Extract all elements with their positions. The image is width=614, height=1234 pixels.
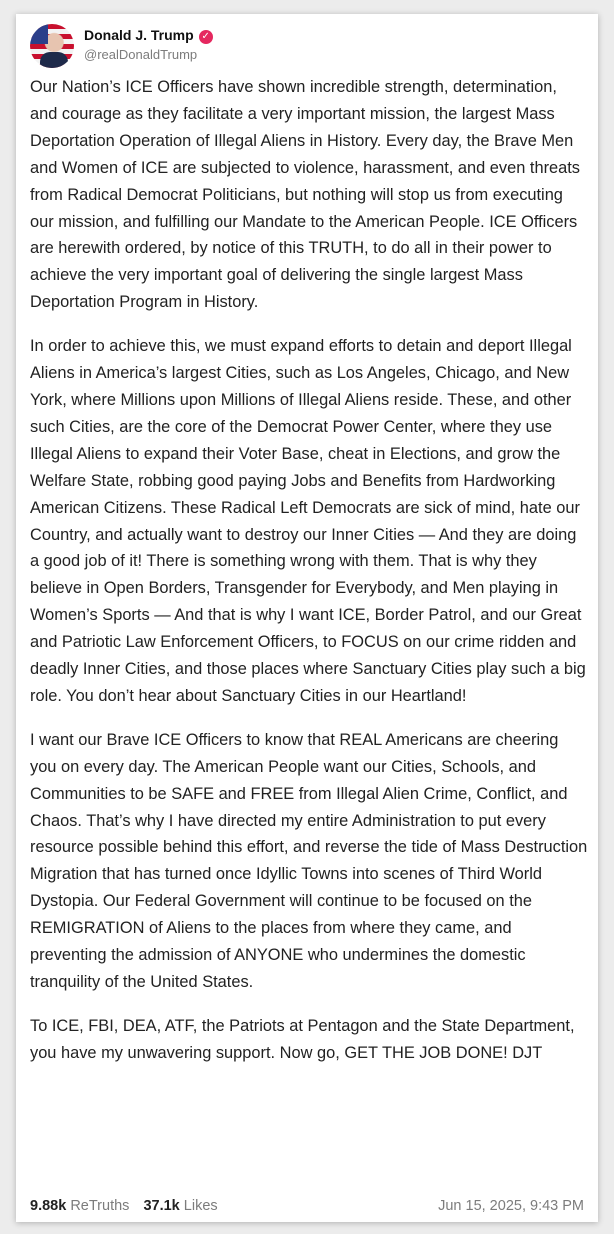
post-timestamp[interactable]: Jun 15, 2025, 9:43 PM: [438, 1198, 584, 1214]
avatar-figure: [40, 52, 68, 68]
post-card: [16, 14, 598, 1222]
author-handle[interactable]: @realDonaldTrump: [84, 47, 198, 62]
post-paragraph: To ICE, FBI, DEA, ATF, the Patriots at Pentagon and the State Department, you have my unwavering support. Now go, GET THE JOB DONE! DJT: [30, 1016, 575, 1062]
likes-count: 37.1k: [143, 1198, 180, 1214]
likes-stat[interactable]: [143, 1198, 217, 1214]
avatar[interactable]: [30, 24, 74, 68]
verified-badge-icon: ✓: [199, 30, 213, 44]
post-footer: [30, 1198, 584, 1214]
post-paragraph: I want our Brave ICE Officers to know that REAL Americans are cheering you on every day. The American People want our Cities, Schools, and Communities to be SAFE and FREE from Illegal Alien Crime, Conflict, and Chaos. That’s why I have directed my entire Administration to put every resource possible behind this effort, and reverse the tide of Mass Destruction Migration that has turned once Idyllic Towns into scenes of Third World Dystopia. Our Federal Government will continue to be focused on the REMIGRATION of Aliens to the places from where they came, and preventing the admission of ANYONE who undermines the domestic tranquility of the United States.: [30, 730, 588, 991]
post-paragraph: Our Nation’s ICE Officers have shown incredible strength, determination, and courage as they facilitate a very important mission, the largest Mass Deportation Operation of Illegal Aliens in History. Every day, the Brave Men and Women of ICE are subjected to violence, harassment, and even threats from Radical Democrat Politicians, but nothing will stop us from executing our mission, and fulfilling our Mandate to the American People. ICE Officers are herewith ordered, by notice of this TRUTH, to do all in their power to achieve the very important goal of delivering the single largest Mass Deportation Program in History.: [30, 78, 581, 312]
retruths-label: ReTruths: [70, 1198, 130, 1214]
flag-canton: [30, 24, 48, 44]
likes-label: Likes: [183, 1198, 218, 1214]
post-body: [30, 74, 588, 1084]
author-name-row[interactable]: [84, 27, 213, 44]
post-paragraph: In order to achieve this, we must expand efforts to detain and deport Illegal Aliens in America’s largest Cities, such as Los Angeles, Chicago, and New York, where Millions upon Millions of Illegal Aliens reside. These, and other such Cities, are the core of the Democrat Power Center, where they use Illegal Aliens to expand their Voter Base, cheat in Elections, and grow the Welfare State, robbing good paying Jobs and Benefits from Hardworking American Citizens. These Radical Left Democrats are sick of mind, hate our Country, and actually want to destroy our Inner Cities — And they are doing a good job of it! There is something wrong with them. That is why they believe in Open Borders, Transgender for Everybody, and Men playing in Women’s Sports — And that is why I want ICE, Border Patrol, and our Great and Patriotic Law Enforcement Officers, to FOCUS on our crime ridden and deadly Inner Cities, and those places where Sanctuary Cities play such a big role. You don’t hear about Sanctuary Cities in our Heartland!: [30, 337, 586, 705]
retruths-count: 9.88k: [30, 1198, 67, 1214]
retruths-stat[interactable]: [30, 1198, 129, 1214]
author-name[interactable]: Donald J. Trump: [84, 27, 194, 43]
